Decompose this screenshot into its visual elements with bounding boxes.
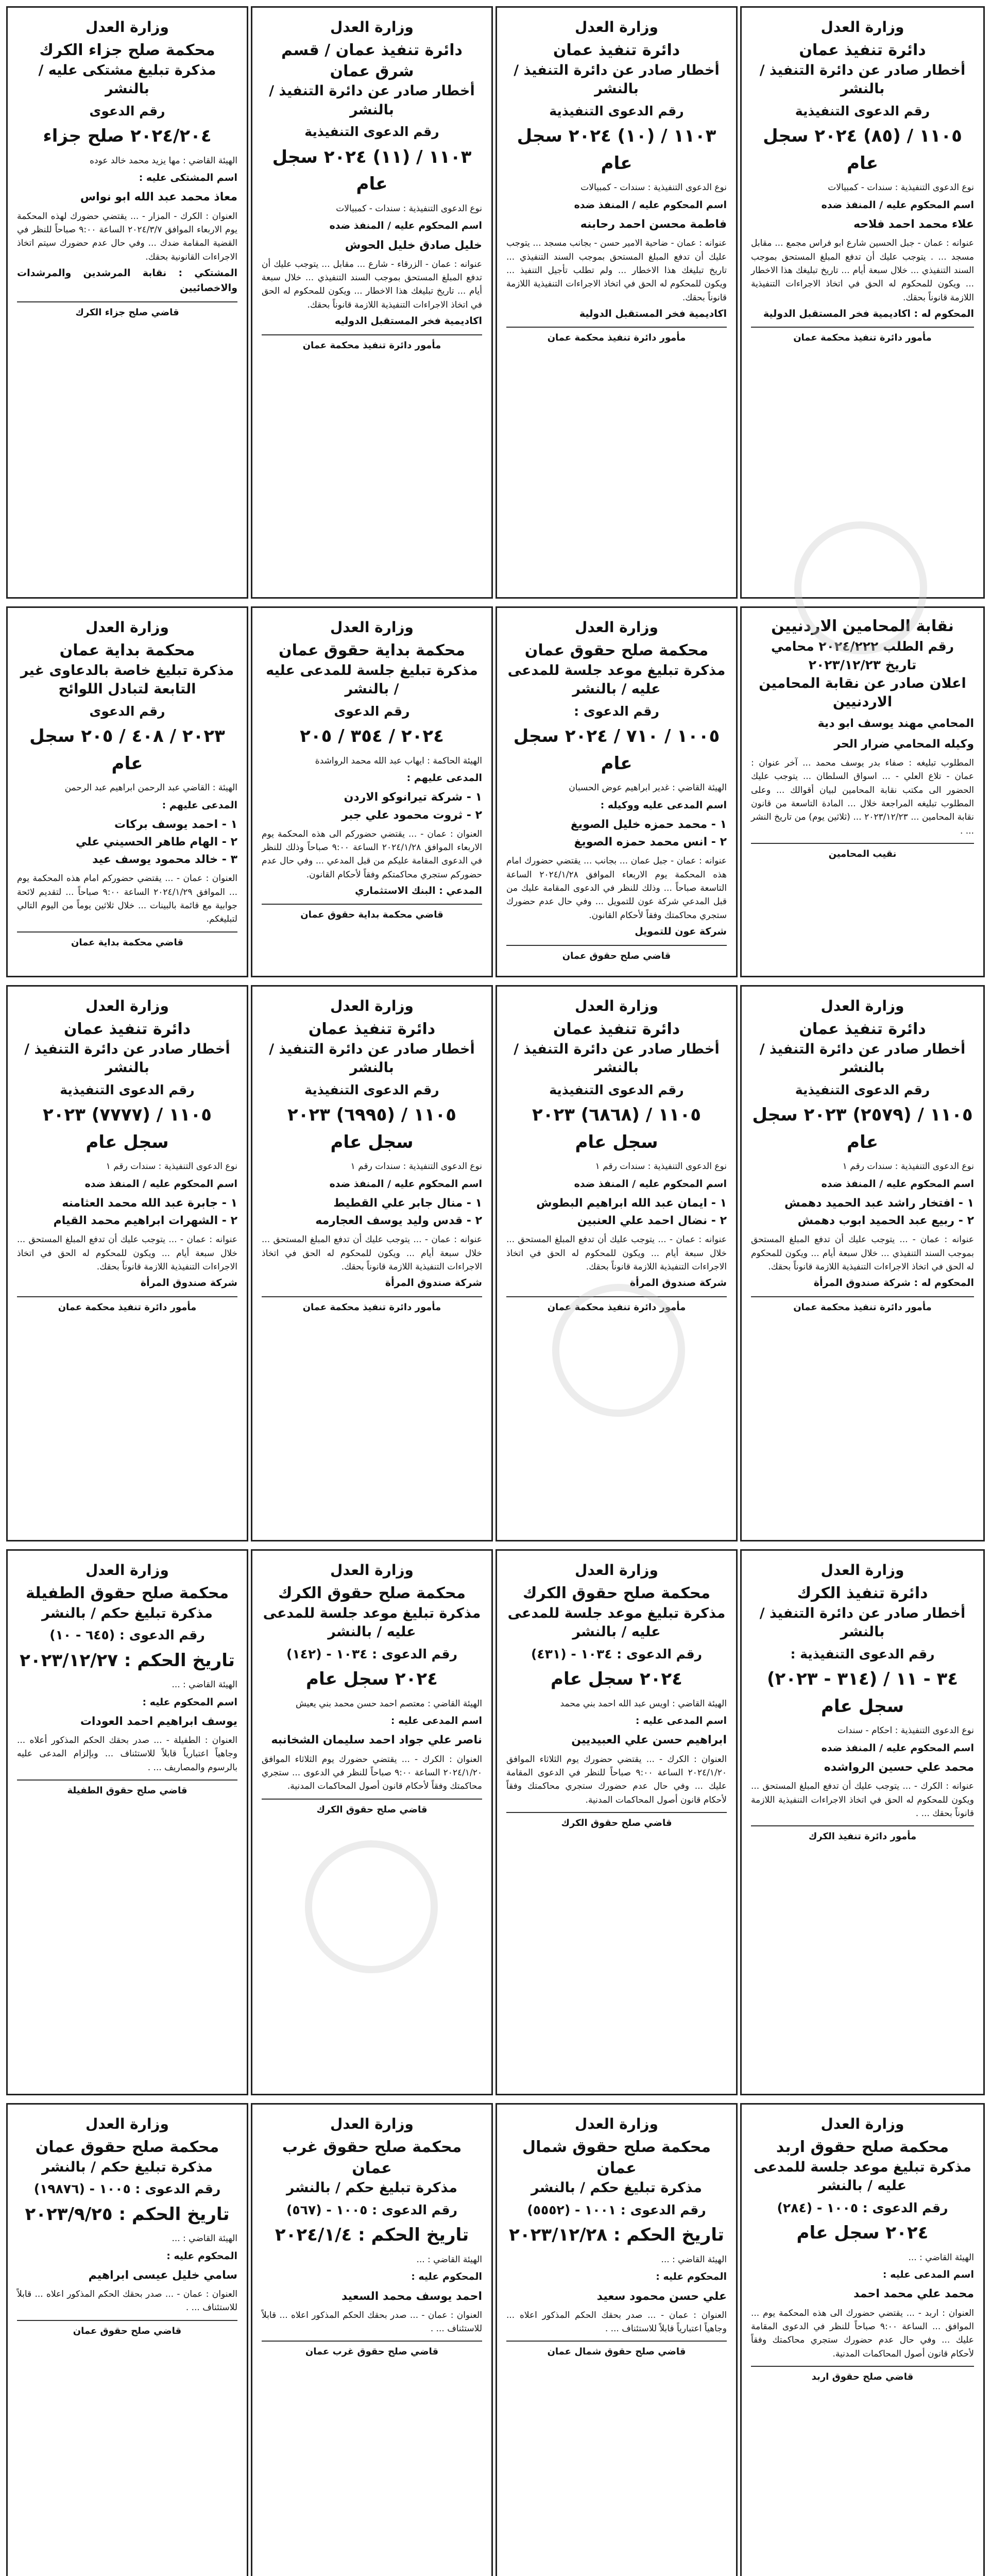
notice-type: مذكرة تبليغ موعد جلسة للمدعى عليه / بالنشر — [754, 2159, 971, 2194]
notice-7 — [251, 606, 493, 977]
party-name: ١ - جابرة عبد الله محمد العثامنه ٢ - الشهرات ابراهيم محمد القيام — [53, 1197, 237, 1228]
notice-9 — [740, 985, 985, 1541]
notice-13 — [740, 1549, 985, 2095]
ministry-title: وزارة العدل — [330, 997, 414, 1014]
ministry-title: وزارة العدل — [330, 19, 414, 36]
notice-5 — [740, 606, 985, 977]
party-label: اسم المدعى عليه : — [635, 1715, 727, 1727]
notice-body: عنوانه : عمان - ... يتوجب عليك أن تدفع المبلغ المستحق ... خلال سبعة أيام ... ويكون للمحكوم له الحق في اتخاذ الاجراءات التنفيذية اللازمة قانوناً بحقك. — [17, 1234, 237, 1273]
notice-body: عنوانه : عمان - جبل عمان ... بجانب ... يقتضي حضورك امام هذه المحكمة يوم الاربعاء الموافق ٢٠٢٤/١/٢٨ الساعة التاسعة صباحاً ... وذلك للنظر في الدعوى المقامة عليك من قبل المدعي شركة عون للتمويل ... وفي حال عدم حضورك ستجري محاكمتك وفقاً لأحكام القانون. — [506, 856, 727, 921]
case-label: رقم الدعوى — [89, 703, 165, 719]
creditor-line: المحكوم له : اكاديمية فخر المستقبل الدولية — [763, 308, 974, 319]
ministry-title: وزارة العدل — [86, 2115, 169, 2132]
signature-line: قاضي صلح حقوق شمال عمان — [506, 2341, 727, 2359]
case-number: ١١٠٥ / (٢٥٧٩) ٢٠٢٣ سجل عام — [752, 1105, 973, 1153]
court-name: دائرة تنفيذ عمان — [63, 1020, 191, 1039]
court-name: محكمة صلح حقوق الكرك — [522, 1584, 711, 1603]
party-name: ١ - افتخار راشد عبد الحميد دهمش ٢ - ربيع عبد الحميد ابوب دهمش — [784, 1197, 974, 1228]
notice-4 — [6, 6, 248, 599]
notice-body: العنوان : الكرك - ... يقتضي حضورك يوم الثلاثاء الموافق ٢٠٢٤/١/٢٠ الساعة ٩:٠٠ صباحاً للنظر في الدعوى ... ستجري محاكمتك وفقاً لأحكام قانون أصول المحاكمات المدنية. — [262, 1754, 482, 1792]
party-label: المحكوم عليه : — [656, 2271, 727, 2283]
party-label: اسم المحكوم عليه / المنفذ ضده — [821, 1178, 974, 1190]
party-label: اسم المدعى عليه ووكيله : — [600, 799, 727, 811]
court-name: محكمة صلح حقوق الطفيلة — [25, 1584, 229, 1603]
signature-line: مأمور دائرة تنفيذ محكمة عمان — [262, 334, 482, 353]
case-label: رقم الدعوى : ١٠٠١ - (٥٥٥٢) — [527, 2202, 706, 2217]
notice-type: مذكرة تبليغ خاصة بالدعاوى غير التابعة لتبادل اللوائح — [20, 662, 234, 698]
notice-body: عنوانه : عمان - الزرقاء - شارع ... مقابل ... يتوجب عليك أن تدفع المبلغ المستحق بموجب السند التنفيذي ... خلال سبعة أيام ... تاريخ تبليغك هذا الاخطار ... ويكون للمحكوم له الحق في اتخاذ الاجراءات التنفيذية اللازمة قانوناً بحقك. — [262, 259, 482, 310]
section-line: نوع الدعوى التنفيذية : سندات رقم ١ — [842, 1161, 974, 1172]
notice-type: مذكرة تبليغ جلسة للمدعى عليه / بالنشر — [266, 662, 478, 698]
signature-line: قاضي محكمة بداية عمان — [17, 931, 237, 950]
signature-line: قاضي محكمة بداية حقوق عمان — [262, 904, 482, 922]
section-line: نوع الدعوى التنفيذية : سندات رقم ١ — [350, 1161, 482, 1172]
lawyer-name: المحامي مهند يوسف ابو دية — [817, 717, 974, 730]
case-label: رقم الدعوى التنفيذية — [304, 124, 439, 140]
case-number: ١١٠٥ / (٦٩٩٥) ٢٠٢٣ سجل عام — [287, 1105, 457, 1153]
party-label: المحكوم عليه : — [166, 2250, 237, 2262]
party-name: علي حسن محمود سعيد — [596, 2290, 727, 2303]
case-number: ١١٠٥ / (٦٨٦٨) ٢٠٢٣ سجل عام — [532, 1105, 702, 1153]
ministry-title: وزارة العدل — [575, 2115, 658, 2132]
section-line: نوع الدعوى التنفيذية : سندات رقم ١ — [595, 1161, 727, 1172]
party-name: ١ - محمد حمزه خليل الصويغ ٢ - انس محمد حمزه الصويغ — [570, 818, 727, 849]
notice-3 — [251, 6, 493, 599]
section-line: الهيئة القاضي : ... — [908, 2252, 974, 2263]
notice-body: العنوان : اربد - ... يقتضي حضورك الى هذه المحكمة يوم ... الموافق ... الساعة ٩:٠٠ صباحاً للنظر في الدعوى المقامة عليك ... وفي حال عدم حضورك ستجري محاكمتك وفقاً لأحكام قانون أصول المحاكمات المدنية. — [751, 2308, 974, 2359]
creditor-line: شركة صندوق المرأة — [140, 1277, 237, 1289]
creditor-line: المحكوم له : شركة صندوق المرأة — [813, 1277, 974, 1289]
notice-body: العنوان : عمان - ... يقتضي حضوركم امام هذه المحكمة يوم ... الموافق ٢٠٢٤/١/٢٩ الساعة ٩:٠٠ صباحاً ... لتقديم لائحة جوابية مع قائمة بالبينات ... خلال ثلاثين يوماً من اليوم التالي لتبليغكم. — [17, 873, 238, 925]
case-label: رقم الدعوى : ١٠٣٤ - (١٤٢) — [286, 1646, 458, 1662]
notice-type: أخطار صادر عن دائرة التنفيذ / بالنشر — [269, 1041, 475, 1076]
court-name: محكمة صلح جزاء الكرك — [39, 41, 215, 60]
signature-line: قاضي صلح حقوق الطفيلة — [17, 1780, 237, 1798]
signature-line: نقيب المحامين — [751, 843, 974, 861]
party-name: ابراهيم حسن علي العبيديين — [571, 1734, 727, 1747]
notice-type: مذكرة تبليغ موعد جلسة للمدعى عليه / بالنشر — [507, 662, 726, 698]
court-name: دائرة تنفيذ عمان — [308, 1020, 436, 1039]
notice-12 — [6, 985, 248, 1541]
notice-1 — [740, 6, 985, 599]
notice-type: أخطار صادر عن دائرة التنفيذ / بالنشر — [269, 83, 475, 118]
creditor-line: المدعي : البنك الاستثماري — [355, 885, 482, 897]
court-name: دائرة تنفيذ عمان — [553, 41, 680, 60]
section-line: الهيئة القاضي : معتصم احمد حسن محمد بني يعيش — [295, 1698, 482, 1709]
court-name: محكمة صلح حقوق الكرك — [278, 1584, 466, 1603]
case-number: ٢٠٢٤/٢٠٤ صلح جزاء — [43, 126, 212, 147]
case-label: رقم الدعوى التنفيذية — [60, 1082, 195, 1097]
notice-19 — [251, 2103, 493, 2576]
court-name: محكمة بداية حقوق عمان — [279, 641, 465, 660]
party-label: المدعى عليهم : — [162, 799, 237, 811]
case-label: رقم الدعوى التنفيذية — [304, 1082, 439, 1097]
ministry-title: وزارة العدل — [821, 2115, 904, 2132]
signature-line: مأمور دائرة تنفيذ محكمة عمان — [751, 327, 974, 345]
notice-body: العنوان : عمان - ... صدر بحقك الحكم المذكور اعلاه ... وجاهياً اعتبارياً قابلاً للاستئناف ... . — [506, 2310, 727, 2334]
case-number: ٢٠٢٤ سجل عام — [796, 2223, 929, 2244]
ministry-title: وزارة العدل — [86, 997, 169, 1014]
notice-body: العنوان : عمان - ... صدر بحقك الحكم المذكور اعلاه ... قابلاً للاستئناف ... . — [17, 2289, 237, 2313]
notice-type: مذكرة تبليغ حكم / بالنشر — [286, 2180, 457, 2196]
case-number: ١١٠٣ / (١٠) ٢٠٢٤ سجل عام — [517, 126, 716, 174]
party-name: ١ - احمد يوسف بركات ٢ - الهام طاهر الحسيني علي ٣ - خالد محمود يوسف عيد — [75, 818, 237, 867]
notice-type: مذكرة تبليغ حكم / بالنشر — [42, 2159, 213, 2175]
case-number: ١١٠٣ / (١١) ٢٠٢٤ سجل عام — [272, 146, 472, 195]
party-name: علاء محمد احمد فلاحه — [853, 218, 974, 231]
notice-body: العنوان : الكرك - ... يقتضي حضورك يوم الثلاثاء الموافق ٢٠٢٤/١/٢٠ الساعة ٩:٠٠ صباحاً للنظر في الدعوى المقامة عليك ... وفي حال عدم حضورك ستجري محاكمتك وفقاً لأحكام قانون أصول المحاكمات المدنية. — [506, 1754, 727, 1805]
party-label: اسم المحكوم عليه / المنفذ ضده — [84, 1178, 237, 1190]
notice-type: أخطار صادر عن دائرة التنفيذ / بالنشر — [759, 62, 966, 97]
party-label: اسم المدعى عليه : — [390, 1715, 482, 1727]
case-label: رقم الطلب ٢٠٢٤/٢٢٢ محامي — [771, 638, 954, 654]
ministry-title: وزارة العدل — [330, 1562, 414, 1579]
section-line: نوع الدعوى التنفيذية : سندات - كمبيالات — [580, 182, 727, 193]
case-number: تاريخ الحكم : ٢٠٢٣/١٢/٢٧ — [20, 1650, 235, 1671]
section-line: الهيئة القاضي : ... — [661, 2254, 727, 2265]
case-label: رقم الدعوى التنفيذية — [795, 103, 930, 118]
case-number: ١١٠٥ / (٨٥) ٢٠٢٤ سجل عام — [763, 126, 962, 174]
party-label: اسم المدعى عليه : — [882, 2269, 974, 2281]
case-number: تاريخ الحكم : ٢٠٢٤/١/٤ — [275, 2225, 469, 2246]
notice-type: مذكرة تبليغ حكم / بالنشر — [42, 1605, 213, 1621]
notice-type: مذكرة تبليغ حكم / بالنشر — [531, 2180, 702, 2196]
notice-type: أخطار صادر عن دائرة التنفيذ / بالنشر — [759, 1605, 966, 1640]
signature-line: مأمور دائرة تنفيذ الكرك — [751, 1825, 974, 1844]
signature-line: مأمور دائرة تنفيذ محكمة عمان — [506, 1296, 727, 1315]
case-label: رقم الدعوى التنفيذية : — [790, 1646, 935, 1662]
notice-type: اعلان صادر عن نقابة المحامين الاردنيين — [759, 675, 966, 710]
notice-body: عنوانه : الكرك - ... يتوجب عليك أن تدفع المبلغ المستحق ... ويكون للمحكوم له الحق في اتخاذ الاجراءات التنفيذية اللازمة قانوناً بحقك ... . — [751, 1781, 974, 1819]
party-label: اسم المحكوم عليه / المنفذ ضده — [574, 1178, 727, 1190]
case-number: ١١٠٥ / (٧٧٧٧) ٢٠٢٣ سجل عام — [42, 1105, 212, 1153]
notice-11 — [251, 985, 493, 1541]
ministry-title: وزارة العدل — [330, 2115, 414, 2132]
party-label: المدعى عليهم : — [406, 772, 482, 784]
party-label: اسم المحكوم عليه : — [142, 1696, 237, 1708]
case-label: رقم الدعوى التنفيذية — [549, 103, 684, 118]
signature-line: قاضي صلح جزاء الكرك — [17, 301, 237, 320]
notice-body: عنوانه : عمان - جبل الحسين شارع ابو فراس مجمع ... مقابل مسجد ... . يتوجب عليك أن تدفع المبلغ المستحق بموجب السند التنفيذي ... خلال سبعة أيام ... تاريخ تبليغك هذا الاخطار ... ويكون للمحكوم له الحق في اتخاذ الاجراءات التنفيذية اللازمة قانوناً بحقك. — [751, 238, 974, 303]
section-line: الهيئة القاضي : ... — [416, 2254, 482, 2265]
section-line: الهيئة : القاضي عبد الرحمن ابراهيم عبد الرحمن — [64, 783, 237, 793]
notice-body: عنوانه : عمان - ضاحية الامير حسن - بجانب مسجد ... يتوجب عليك أن تدفع المبلغ المستحق بموجب السند التنفيذي ... تاريخ تبليغك هذا الاخطار ... ولم تطلب تأجيل التنفيذ ... ويكون للمحكوم له الحق في اتخاذ الاجراءات التنفيذية اللازمة قانوناً بحقك. — [506, 238, 727, 303]
creditor-line: المشتكي : نقابة المرشدين والمرشدات والاخصائيين — [17, 267, 237, 294]
signature-line: قاضي صلح حقوق الكرك — [262, 1799, 482, 1817]
notice-body: المطلوب تبليغه : صفاء بدر يوسف محمد ... آخر عنوان : عمان - تلاع العلي - ... اسواق السلطان ... يتوجب عليك الحضور الى مكتب نقابة المحامين لبيان أقوالك ... وعلى المطلوب تبليغه المراجعة خلال ... المادة التاسعة من قانون نقابة المحامين ... ٢٠٢٣/١٢/٢٣ ... (ثلاثين يوم) من تاريخ النشر ... . — [751, 758, 974, 836]
court-name: محكمة صلح حقوق شمال عمان — [522, 2138, 711, 2177]
party-name: ناصر علي جواد احمد سليمان الشخانبه — [271, 1734, 482, 1747]
creditor-line: شركة صندوق المرأة — [385, 1277, 482, 1289]
party-name: ١ - ايمان عبد الله ابراهيم البطوش ٢ - نضال احمد علي العنبين — [536, 1197, 727, 1228]
case-number: ٢٠٢٤ سجل عام — [306, 1669, 438, 1690]
party-name: احمد يوسف محمد السعيد — [341, 2290, 482, 2303]
court-name: محكمة صلح حقوق عمان — [35, 2138, 219, 2157]
party-name: معاذ محمد عبد الله ابو نواس — [80, 191, 237, 204]
section-line: الهيئة الحاكمة : ايهاب عبد الله محمد الرواشدة — [315, 755, 482, 766]
case-number: ٢٠٢٤ / ٣٥٤ / ٢٠٥ — [300, 726, 444, 747]
ministry-title: وزارة العدل — [86, 619, 169, 636]
case-label: رقم الدعوى : (٦٤٥ - ١٠) — [49, 1628, 205, 1643]
party-name: فاطمة محسن احمد رحابنه — [580, 218, 727, 231]
notice-type: أخطار صادر عن دائرة التنفيذ / بالنشر — [514, 62, 720, 97]
notice-body: العنوان : عمان - ... يقتضي حضوركم الى هذه المحكمة يوم الاربعاء الموافق ٢٠٢٤/١/٢٨ الساعة ٩:٠٠ صباحاً وذلك للنظر في الدعوى المقامة عليكم من قبل المدعي ... وفي حال عدم حضوركم ستجري محاكمتكم وفقاً لأحكام القانون. — [262, 828, 482, 880]
case-date: تاريخ ٢٠٢٣/١٢/٢٣ — [808, 657, 917, 672]
court-name: محكمة صلح حقوق عمان — [524, 641, 709, 660]
case-label: رقم الدعوى : — [574, 703, 659, 719]
section-line: نوع الدعوى التنفيذية : سندات - كمبيالات — [336, 203, 482, 214]
case-label: رقم الدعوى — [334, 703, 410, 719]
notice-14 — [496, 1549, 738, 2095]
party-name: خليل صادق خليل الحوش — [345, 239, 482, 252]
party-label: اسم المشتكى عليه : — [139, 172, 237, 184]
court-name: محكمة صلح حقوق اربد — [776, 2138, 949, 2157]
notice-body: العنوان : الطفيلة - ... صدر بحقك الحكم المذكور أعلاه ... وجاهياً اعتبارياً قابلاً للاستئناف ... وبإلزام المدعى عليه بالرسوم والمصاريف ... . — [17, 1735, 237, 1773]
court-name: دائرة تنفيذ الكرك — [797, 1584, 928, 1603]
case-label: رقم الدعوى — [89, 103, 165, 118]
party-name: يوسف ابراهيم احمد العودات — [80, 1715, 237, 1728]
party-label: اسم المحكوم عليه / المنفذ ضده — [329, 220, 482, 232]
case-label: رقم الدعوى : ١٠٠٥ - (١٩٨٧٦) — [33, 2181, 221, 2197]
notice-2 — [496, 6, 738, 599]
ministry-title: وزارة العدل — [575, 1562, 658, 1579]
notice-18 — [496, 2103, 738, 2576]
ministry-title: وزارة العدل — [575, 19, 658, 36]
creditor-line: اكاديمية فخر المستقبل الدولية — [579, 308, 727, 319]
creditor-line: اكاديمية فخر المستقبل الدوليه — [334, 315, 482, 327]
agent-name: وكيله المحامي ضرار الحر — [834, 737, 974, 751]
party-name: ١ - شركة تيرانوكو الاردن ٢ - ثروت محمود علي جبر — [341, 791, 482, 822]
ministry-title: وزارة العدل — [86, 1562, 169, 1579]
section-line: الهيئة القاضي : ... — [172, 2233, 237, 2244]
party-name: محمد علي حسين الرواشده — [824, 1761, 974, 1774]
party-name: محمد علي محمد احمد — [853, 2287, 974, 2301]
notice-body: عنوانه : عمان - ... يتوجب عليك أن تدفع المبلغ المستحق بموجب السند التنفيذي ... خلال سبعة أيام ... ويكون للمحكوم له الحق في اتخاذ الاجراءات التنفيذية اللازمة قانوناً بحقك. — [751, 1234, 974, 1273]
party-label: اسم المحكوم عليه / المنفذ ضده — [574, 199, 727, 211]
party-name: ١ - منال جابر علي القطيط ٢ - قدس وليد يوسف العجارمه — [315, 1197, 482, 1228]
party-name: سامي خليل عيسى ابراهيم — [88, 2269, 237, 2282]
ministry-title: وزارة العدل — [575, 997, 658, 1014]
section-line: الهيئة القاضي : ... — [172, 1680, 237, 1690]
ministry-title: وزارة العدل — [821, 997, 904, 1014]
party-label: اسم المحكوم عليه / المنفذ ضده — [821, 199, 974, 211]
notice-16 — [6, 1549, 248, 2095]
signature-line: قاضي صلح حقوق اربد — [751, 2366, 974, 2384]
signature-line: قاضي صلح حقوق عمان — [17, 2320, 237, 2338]
ministry-title: وزارة العدل — [821, 1562, 904, 1579]
notice-type: أخطار صادر عن دائرة التنفيذ / بالنشر — [759, 1041, 966, 1076]
section-line: الهيئة القاضي : غدير ابراهيم عوض الحسبان — [569, 783, 727, 793]
court-name: نقابة المحامين الاردنيين — [771, 617, 954, 635]
party-label: اسم المحكوم عليه / المنفذ ضده — [329, 1178, 482, 1190]
section-line: الهيئة القاضي : مها يزيد محمد خالد عوده — [90, 155, 237, 166]
notice-17 — [740, 2103, 985, 2576]
notice-type: أخطار صادر عن دائرة التنفيذ / بالنشر — [514, 1041, 720, 1076]
section-line: نوع الدعوى التنفيذية : سندات رقم ١ — [106, 1161, 237, 1172]
party-label: المحكوم عليه : — [411, 2271, 482, 2283]
signature-line: مأمور دائرة تنفيذ محكمة عمان — [751, 1296, 974, 1315]
section-line: نوع الدعوى التنفيذية : سندات - كمبيالات — [828, 182, 974, 193]
court-name: دائرة تنفيذ عمان — [553, 1020, 680, 1039]
case-label: رقم الدعوى التنفيذية — [795, 1082, 930, 1097]
signature-line: مأمور دائرة تنفيذ محكمة عمان — [17, 1296, 237, 1315]
notice-body: عنوانه : عمان - ... يتوجب عليك أن تدفع المبلغ المستحق ... خلال سبعة أيام ... ويكون للمحكوم له الحق في اتخاذ الاجراءات التنفيذية اللازمة قانوناً بحقك. — [262, 1234, 482, 1273]
notice-body: عنوانه : عمان - ... يتوجب عليك أن تدفع المبلغ المستحق ... خلال سبعة أيام ... ويكون للمحكوم له الحق في اتخاذ الاجراءات التنفيذية اللازمة قانوناً بحقك. — [506, 1234, 727, 1273]
case-number: ١٠٠٥ / ٧١٠ / ٢٠٢٤ سجل عام — [513, 726, 720, 774]
section-line: الهيئة القاضي : اويس عبد الله احمد بني محمد — [560, 1698, 727, 1709]
signature-line: مأمور دائرة تنفيذ محكمة عمان — [506, 327, 727, 345]
case-number: ٣٤ - ١١ / (٣١٤ - ٢٠٢٣) سجل عام — [766, 1669, 959, 1717]
notice-type: مذكرة تبليغ مشتكى عليه / بالنشر — [38, 62, 216, 97]
signature-line: قاضي صلح حقوق غرب عمان — [262, 2341, 482, 2359]
newspaper-legal-notices-page — [6, 6, 985, 2576]
court-name: محكمة بداية عمان — [59, 641, 195, 660]
court-name: دائرة تنفيذ عمان — [799, 1020, 926, 1039]
notice-body: العنوان : عمان - ... صدر بحقك الحكم المذكور اعلاه ... قابلاً للاستئناف ... . — [262, 2310, 482, 2334]
case-label: رقم الدعوى : ١٠٣٤ - (٤٣١) — [531, 1646, 703, 1662]
creditor-line: شركة عون للتمويل — [635, 926, 727, 938]
signature-line: قاضي صلح حقوق عمان — [506, 945, 727, 963]
notice-10 — [496, 985, 738, 1541]
notice-type: مذكرة تبليغ موعد جلسة للمدعى عليه / بالنشر — [263, 1605, 481, 1640]
notice-body: العنوان : الكرك - المزار - ... يقتضي حضورك لهذه المحكمة يوم الاربعاء الموافق ٢٠٢٤/٣/٧ الساعة ٩:٠٠ صباحاً للنظر في القضية المقامة ضدك ... وفي حال عدم حضورك سيتم اتخاذ الاجراءات القانونية بحقك. — [17, 211, 238, 262]
signature-line: مأمور دائرة تنفيذ محكمة عمان — [262, 1296, 482, 1315]
court-name: دائرة تنفيذ عمان — [799, 41, 926, 60]
court-name: محكمة صلح حقوق غرب عمان — [282, 2138, 462, 2177]
notice-15 — [251, 1549, 493, 2095]
ministry-title: وزارة العدل — [575, 619, 658, 636]
case-number: تاريخ الحكم : ٢٠٢٣/١٢/٢٨ — [509, 2225, 724, 2246]
notice-20 — [6, 2103, 248, 2576]
ministry-title: وزارة العدل — [330, 619, 414, 636]
case-label: رقم الدعوى : ١٠٠٥ - (٢٨٤) — [777, 2200, 948, 2215]
court-name: دائرة تنفيذ عمان / قسم شرق عمان — [281, 41, 463, 80]
case-number: تاريخ الحكم : ٢٠٢٣/٩/٢٥ — [25, 2204, 230, 2225]
notice-8 — [6, 606, 248, 977]
notice-6 — [496, 606, 738, 977]
creditor-line: شركة صندوق المرأة — [629, 1277, 727, 1289]
section-line: نوع الدعوى التنفيذية : احكام - سندات — [837, 1725, 974, 1736]
ministry-title: وزارة العدل — [821, 19, 904, 36]
case-label: رقم الدعوى التنفيذية — [549, 1082, 684, 1097]
case-number: ٢٠٢٤ سجل عام — [551, 1669, 682, 1690]
notice-type: مذكرة تبليغ موعد جلسة للمدعى عليه / بالنشر — [507, 1605, 726, 1640]
ministry-title: وزارة العدل — [86, 19, 169, 36]
signature-line: قاضي صلح حقوق الكرك — [506, 1812, 727, 1831]
notice-type: أخطار صادر عن دائرة التنفيذ / بالنشر — [24, 1041, 230, 1076]
case-number: ٢٠٢٣ / ٤٠٨ / ٢٠٥ سجل عام — [29, 726, 225, 774]
case-label: رقم الدعوى : ١٠٠٥ - (٥٦٧) — [286, 2202, 458, 2217]
party-label: اسم المحكوم عليه / المنفذ ضده — [821, 1742, 974, 1754]
